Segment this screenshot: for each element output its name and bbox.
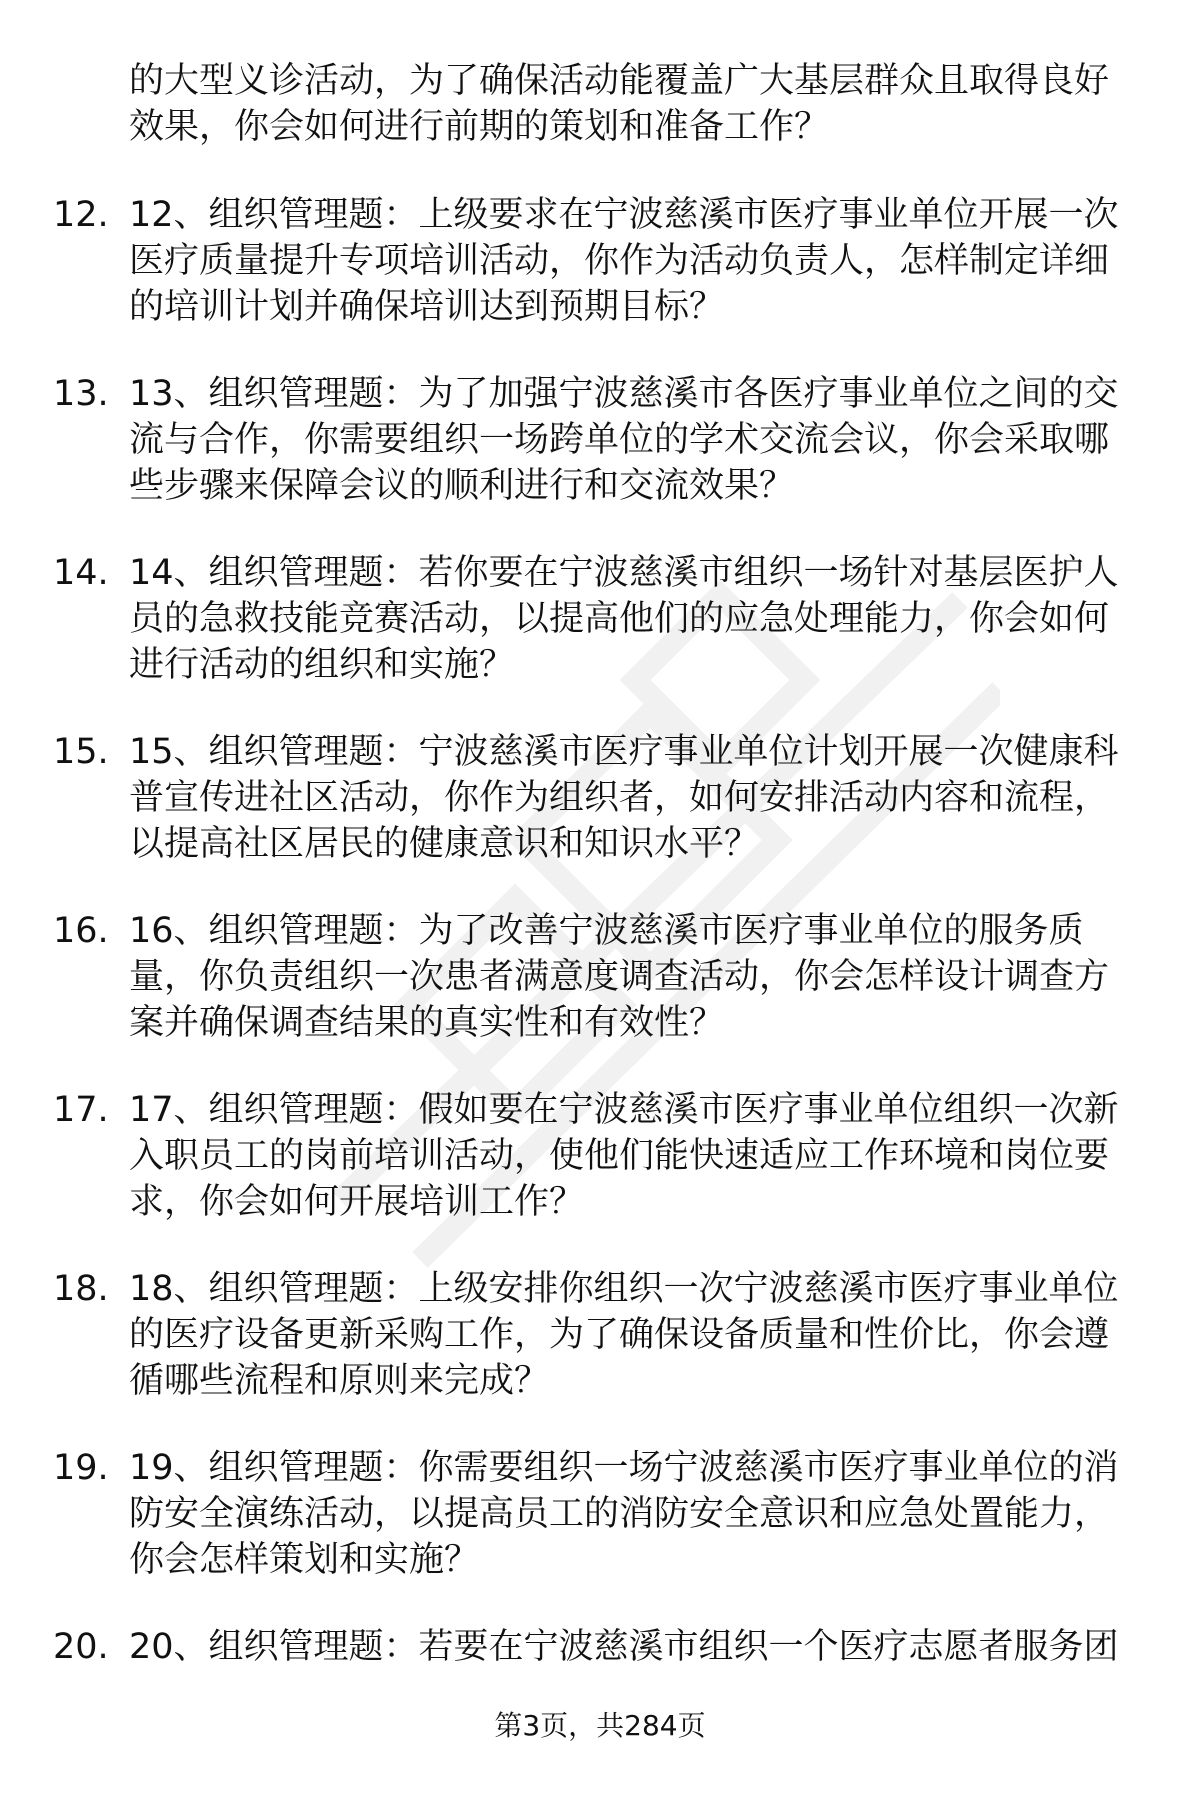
question-text: 12、组织管理题：上级要求在宁波慈溪市医疗事业单位开展一次医疗质量提升专项培训活动，你作为活动负责人，怎样制定详细的培训计划并确保培训达到预期目标？ [129, 195, 1119, 327]
question-text: 16、组织管理题：为了改善宁波慈溪市医疗事业单位的服务质量，你负责组织一次患者满意度调查活动，你会怎样设计调查方案并确保调查结果的真实性和有效性？ [129, 911, 1110, 1043]
question-number: 12. [53, 195, 109, 235]
question-item [0, 371, 1200, 550]
question-number: 15. [53, 732, 109, 772]
question-number: 20. [53, 1627, 109, 1667]
question-text: 17、组织管理题：假如要在宁波慈溪市医疗事业单位组织一次新入职员工的岗前培训活动，使他们能快速适应工作环境和岗位要求，你会如何开展培训工作？ [129, 1090, 1119, 1222]
question-number: 17. [53, 1090, 109, 1130]
question-text: 14、组织管理题：若你要在宁波慈溪市组织一场针对基层医护人员的急救技能竞赛活动，以提高他们的应急处理能力，你会如何进行活动的组织和实施？ [129, 553, 1119, 685]
question-number: 19. [53, 1448, 109, 1488]
question-item [0, 192, 1200, 371]
page-footer: 第3页，共284页 [494, 1709, 706, 1742]
question-item [0, 1266, 1200, 1445]
question-list [0, 192, 1200, 1803]
question-number: 16. [53, 911, 109, 951]
continuation-paragraph: 的大型义诊活动，为了确保活动能覆盖广大基层群众且取得良好效果，你会如何进行前期的策划和准备工作？ [129, 61, 1110, 147]
question-text: 19、组织管理题：你需要组织一场宁波慈溪市医疗事业单位的消防安全演练活动，以提高员工的消防安全意识和应急处置能力，你会怎样策划和实施？ [129, 1448, 1119, 1580]
question-text: 15、组织管理题：宁波慈溪市医疗事业单位计划开展一次健康科普宣传进社区活动，你作为组织者，如何安排活动内容和流程，以提高社区居民的健康意识和知识水平？ [129, 732, 1119, 864]
question-item [0, 1087, 1200, 1266]
question-item [0, 908, 1200, 1087]
question-item [0, 729, 1200, 908]
question-number: 18. [53, 1269, 109, 1309]
question-item [0, 550, 1200, 729]
question-text: 13、组织管理题：为了加强宁波慈溪市各医疗事业单位之间的交流与合作，你需要组织一场跨单位的学术交流会议，你会采取哪些步骤来保障会议的顺利进行和交流效果？ [129, 374, 1119, 506]
question-text: 18、组织管理题：上级安排你组织一次宁波慈溪市医疗事业单位的医疗设备更新采购工作，为了确保设备质量和性价比，你会遵循哪些流程和原则来完成？ [129, 1269, 1119, 1401]
question-number: 13. [53, 374, 109, 414]
question-item [0, 1445, 1200, 1624]
question-number: 14. [53, 553, 109, 593]
question-text: 20、组织管理题：若要在宁波慈溪市组织一个医疗志愿者服务团 [129, 1627, 1119, 1667]
